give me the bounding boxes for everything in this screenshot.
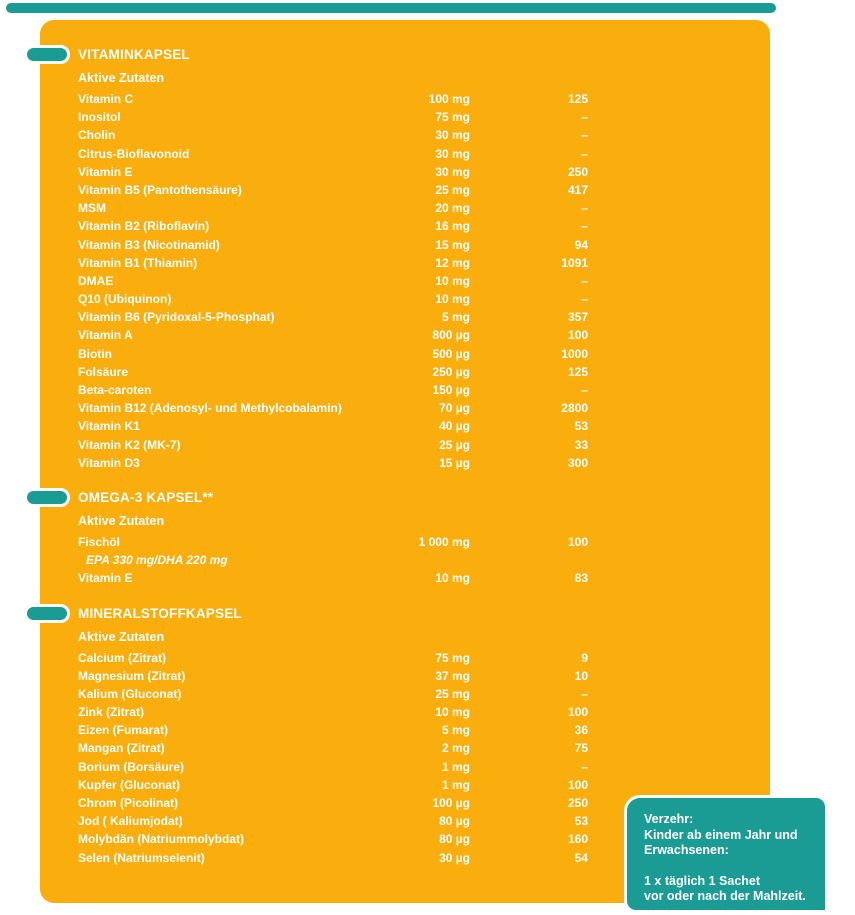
ingredient-name: Vitamin E [78,164,133,179]
ingredient-nrv: – [581,201,588,216]
ingredient-amount: 25 mg [435,686,470,701]
ingredient-name: Vitamin A [78,328,133,343]
consumption-line: vor oder nach der Mahlzeit. [644,889,806,903]
ingredient-row [78,776,730,794]
ingredient-row [78,758,730,776]
ingredient-name: Inositol [78,110,121,125]
ingredient-row [78,199,730,217]
ingredient-name: Zink (Zitrat) [78,705,144,720]
ingredient-nrv: 125 [567,92,588,106]
top-accent-bar [6,3,776,13]
section-title: MINERALSTOFFKAPSEL [78,605,242,621]
ingredient-row [78,326,730,344]
ingredient-amount: 150 µg [432,383,470,397]
ingredient-name: Vitamin K1 [78,419,140,434]
ingredient-amount: 20 mg [435,201,470,216]
ingredient-row [78,685,730,703]
ingredient-nrv: 125 [567,364,588,379]
ingredient-row [78,551,730,569]
ingredient-nrv: 1000 [561,346,588,361]
ingredient-row [78,345,730,363]
ingredient-row [78,381,730,399]
ingredient-nrv: – [581,759,588,774]
capsule-icon [24,604,70,623]
ingredient-amount: 250 µg [432,364,470,379]
ingredient-amount: 37 mg [435,668,470,683]
ingredient-name: Fischöl [78,534,121,549]
ingredient-amount: 75 mg [435,650,470,665]
ingredient-nrv: 54 [574,850,588,865]
ingredient-nrv: 100 [567,705,588,720]
section-title: OMEGA-3 KAPSEL** [78,489,214,505]
ingredient-amount: 10 mg [435,273,470,288]
ingredient-name: Vitamin B1 (Thiamin) [78,255,198,270]
ingredient-row [78,217,730,235]
section-omega3 [78,489,730,588]
ingredient-amount: 70 µg [439,401,470,416]
ingredient-row [78,308,730,326]
ingredient-amount: 30 mg [435,164,470,179]
ingredient-row [78,533,730,551]
ingredient-nrv: 83 [574,571,588,586]
ingredient-amount: 25 mg [435,182,470,197]
ingredient-row [78,90,730,108]
ingredient-nrv: 36 [574,723,588,738]
ingredient-row [78,667,730,685]
section-header [78,489,730,507]
section-vitaminkapsel [78,46,730,472]
capsule-icon [24,488,70,507]
ingredient-amount: 10 mg [435,705,470,720]
consumption-line: 1 x täglich 1 Sachet [644,873,761,888]
ingredient-row [78,649,730,667]
consumption-line: Erwachsenen: [644,843,729,857]
ingredient-row [78,163,730,181]
ingredient-amount: 15 µg [439,455,470,470]
ingredient-nrv: 1091 [561,255,588,270]
ingredient-amount: 30 mg [435,128,470,143]
ingredient-name: Borium (Borsäure) [78,759,185,774]
consumption-box [624,795,828,913]
section-header [78,46,730,64]
sections-container [78,46,730,867]
ingredient-name: Magnesium (Zitrat) [78,668,186,683]
ingredient-name: Vitamin B2 (Riboflavin) [78,219,210,234]
ingredient-amount: 10 mg [435,292,470,307]
ingredient-amount: 10 mg [435,571,470,586]
ingredient-amount: 30 µg [439,850,470,865]
ingredient-nrv: 10 [574,668,588,683]
ingredient-name: Vitamin B3 (Nicotinamid) [78,237,220,252]
ingredient-row [78,272,730,290]
ingredient-row [78,703,730,721]
ingredients-subheader: Aktive Zutaten [78,629,165,644]
ingredient-row [78,290,730,308]
ingredient-row [78,399,730,417]
ingredient-nrv: 250 [567,164,588,179]
ingredient-nrv: 9 [581,650,588,665]
ingredient-row [78,417,730,435]
consumption-line: Kinder ab einem Jahr und [644,827,798,842]
ingredient-nrv: – [581,686,588,701]
ingredient-nrv: – [581,383,588,397]
ingredient-nrv: 100 [567,328,588,343]
ingredient-amount: 15 mg [435,237,470,252]
ingredient-nrv: 53 [574,814,588,829]
ingredient-nrv: 300 [567,455,588,470]
ingredient-amount: 80 µg [439,814,470,829]
ingredient-amount: 5 mg [441,723,470,738]
ingredients-subheader: Aktive Zutaten [78,513,165,528]
ingredient-amount: 2 mg [441,741,470,756]
ingredient-name: Kupfer (Gluconat) [78,777,180,792]
ingredient-nrv: 160 [567,832,588,847]
ingredient-amount: 800 µg [432,328,470,343]
ingredient-name: EPA 330 mg/DHA 220 mg [86,553,228,568]
ingredient-amount: 1 mg [441,759,470,774]
ingredient-nrv: – [581,110,588,125]
ingredient-row [78,739,730,757]
ingredient-nrv: 53 [574,419,588,434]
nutrition-panel [40,20,770,903]
ingredient-row [78,454,730,472]
ingredient-name: Kalium (Gluconat) [78,686,182,701]
ingredient-name: Selen (Natriumselenit) [78,850,205,865]
ingredient-name: Vitamin E [78,571,133,586]
ingredient-row [78,363,730,381]
ingredient-amount: 1 000 mg [418,534,470,549]
ingredient-amount: 75 mg [435,110,470,125]
ingredient-name: Vitamin D3 [78,455,140,470]
ingredient-name: Eizen (Fumarat) [78,723,169,738]
ingredient-amount: 16 mg [435,219,470,234]
ingredient-name: Beta-caroten [78,383,152,397]
ingredient-nrv: 250 [567,796,588,810]
ingredient-name: Cholin [78,128,116,143]
ingredient-name: Vitamin B5 (Pantothensäure) [78,182,242,197]
ingredient-nrv: 33 [574,437,588,452]
ingredient-nrv: 100 [567,534,588,549]
ingredient-nrv: – [581,128,588,143]
ingredient-nrv: 75 [574,741,588,756]
ingredient-row [78,436,730,454]
ingredient-amount: 1 mg [441,777,470,792]
ingredient-nrv: 2800 [561,401,588,416]
ingredients-subheader: Aktive Zutaten [78,71,165,85]
section-header [78,605,730,623]
ingredient-nrv: – [581,146,588,161]
ingredient-name: Chrom (Picolinat) [78,796,179,810]
ingredient-name: Vitamin K2 (MK-7) [78,437,181,452]
ingredient-amount: 40 µg [439,419,470,434]
ingredient-name: DMAE [78,273,114,288]
ingredient-name: Biotin [78,346,112,361]
ingredient-nrv: 417 [567,182,588,197]
ingredient-nrv: – [581,273,588,288]
consumption-spacer [644,859,815,874]
ingredient-nrv: – [581,219,588,234]
ingredient-amount: 100 mg [428,92,470,106]
ingredient-name: MSM [78,201,106,216]
section-title: VITAMINKAPSEL [78,47,190,62]
ingredient-name: Citrus-Bioflavonoid [78,146,190,161]
ingredient-name: Molybdän (Natriummolybdat) [78,832,245,847]
ingredient-name: Vitamin B6 (Pyridoxal-5-Phosphat) [78,310,275,325]
ingredient-nrv: 357 [567,310,588,325]
ingredient-amount: 100 µg [432,796,470,810]
ingredient-name: Calcium (Zitrat) [78,650,167,665]
ingredient-row [78,145,730,163]
ingredient-row [78,108,730,126]
ingredient-name: Vitamin C [78,92,134,106]
ingredient-name: Q10 (Ubiquinon) [78,292,172,307]
ingredient-name: Mangan (Zitrat) [78,741,165,756]
ingredient-name: Folsäure [78,364,129,379]
ingredient-nrv: 94 [574,237,588,252]
ingredient-row [78,126,730,144]
ingredient-row [78,181,730,199]
ingredient-row [78,721,730,739]
ingredient-row [78,569,730,587]
ingredient-amount: 80 µg [439,832,470,847]
ingredient-nrv: – [581,292,588,307]
ingredient-amount: 12 mg [435,255,470,270]
ingredient-row [78,254,730,272]
ingredient-nrv: 100 [567,777,588,792]
ingredient-name: Vitamin B12 (Adenosyl- und Methylcobalamin) [78,401,342,416]
ingredient-amount: 500 µg [432,346,470,361]
ingredient-name: Jod ( Kaliumjodat) [78,814,183,829]
ingredient-amount: 25 µg [439,437,470,452]
consumption-title: Verzehr: [644,812,694,826]
ingredient-amount: 30 mg [435,146,470,161]
capsule-icon [24,45,70,64]
ingredient-row [78,236,730,254]
ingredient-amount: 5 mg [441,310,470,325]
